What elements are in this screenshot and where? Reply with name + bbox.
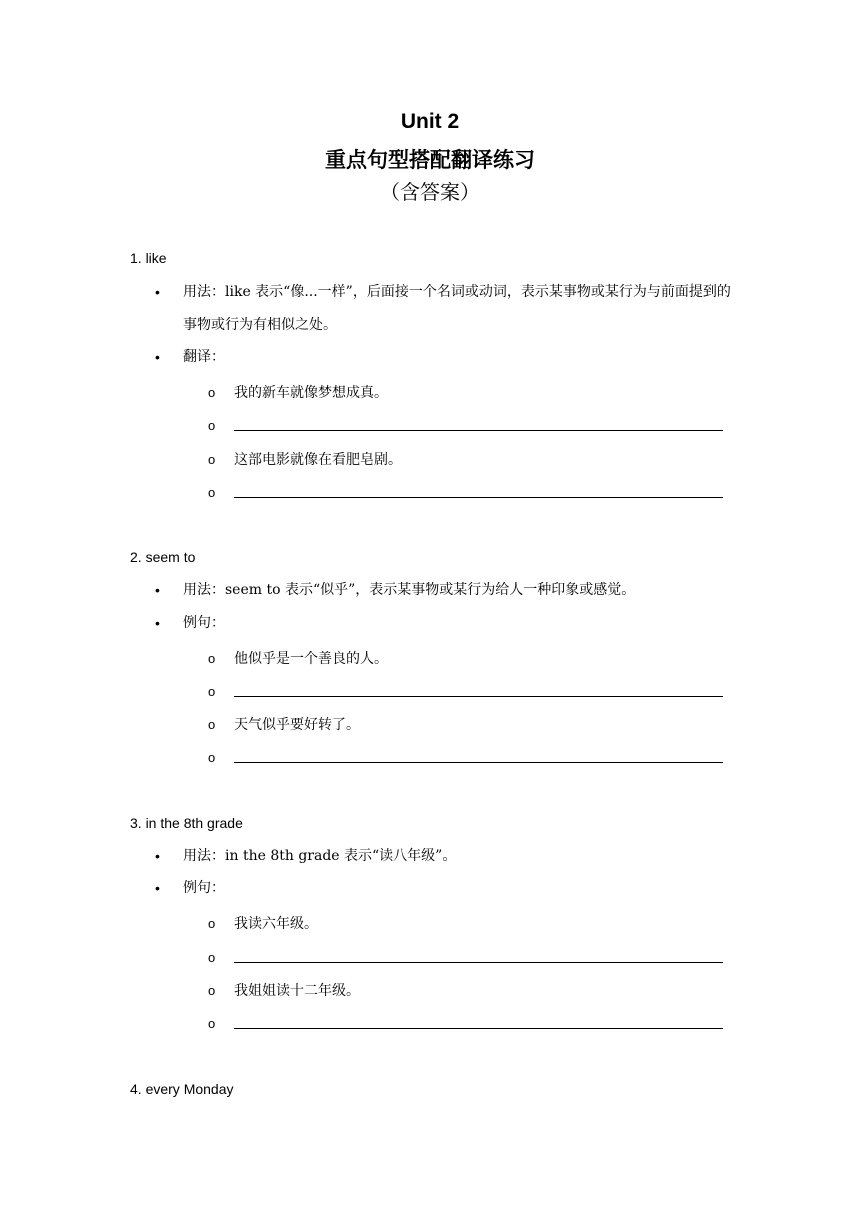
page-title: 重点句型搭配翻译练习 — [325, 148, 535, 172]
answer-blank-line[interactable] — [234, 682, 723, 697]
bullet-icon: • — [155, 880, 160, 896]
answer-blank-item — [208, 483, 728, 498]
circle-bullet-icon: o — [208, 916, 216, 931]
circle-bullet-icon: o — [208, 485, 216, 500]
sentence-text: 这部电影就像在看肥皂剧。 — [234, 452, 402, 468]
circle-bullet-icon: o — [208, 950, 216, 965]
circle-bullet-icon: o — [208, 452, 216, 467]
sentence-text: 我读六年级。 — [234, 916, 318, 932]
circle-bullet-icon: o — [208, 717, 216, 732]
answer-blank-line[interactable] — [234, 416, 723, 431]
sentence-item — [208, 383, 728, 403]
section-heading-2: 2. seem to — [130, 549, 196, 565]
example-label: 例句： — [183, 615, 225, 631]
label-bullet-1 — [155, 341, 735, 374]
bullet-icon: • — [155, 284, 160, 300]
usage-bullet-1 — [155, 276, 735, 342]
sentence-text: 我姐姐读十二年级。 — [234, 983, 360, 999]
circle-bullet-icon: o — [208, 684, 216, 699]
answer-blank-line[interactable] — [234, 748, 723, 763]
circle-bullet-icon: o — [208, 385, 216, 400]
answer-blank-line[interactable] — [234, 948, 723, 963]
sentence-item — [208, 715, 728, 735]
bullet-icon: • — [155, 349, 160, 365]
usage-bullet-3 — [155, 840, 735, 873]
sentence-item — [208, 914, 728, 934]
unit-title: Unit 2 — [400, 110, 460, 133]
usage-text: 用法：like 表示“像...一样”，后面接一个名词或动词，表示某事物或某行为与前面提到的事物或行为有相似之处。 — [183, 284, 731, 333]
label-bullet-3 — [155, 872, 735, 905]
usage-text: 用法：seem to 表示“似乎”，表示某事物或某行为给人一种印象或感觉。 — [183, 582, 636, 598]
circle-bullet-icon: o — [208, 983, 216, 998]
answer-blank-item — [208, 682, 728, 697]
answer-blank-item — [208, 1014, 728, 1029]
sentence-item — [208, 450, 728, 470]
circle-bullet-icon: o — [208, 651, 216, 666]
bullet-icon: • — [155, 848, 160, 864]
circle-bullet-icon: o — [208, 750, 216, 765]
bullet-icon: • — [155, 615, 160, 631]
section-heading-3: 3. in the 8th grade — [130, 815, 243, 831]
usage-bullet-2 — [155, 574, 735, 607]
example-label: 例句： — [183, 880, 225, 896]
answer-blank-line[interactable] — [234, 1014, 723, 1029]
circle-bullet-icon: o — [208, 1016, 216, 1031]
sentence-item — [208, 981, 728, 1001]
sentence-text: 他似乎是一个善良的人。 — [234, 651, 388, 667]
answer-blank-item — [208, 948, 728, 963]
translate-label: 翻译： — [183, 349, 225, 365]
sentence-text: 天气似乎要好转了。 — [234, 717, 360, 733]
bullet-icon: • — [155, 582, 160, 598]
section-heading-1: 1. like — [130, 250, 167, 266]
usage-text: 用法：in the 8th grade 表示“读八年级”。 — [183, 848, 457, 864]
answer-blank-item — [208, 748, 728, 763]
label-bullet-2 — [155, 607, 735, 640]
sentence-text: 我的新车就像梦想成真。 — [234, 385, 388, 401]
answer-blank-item — [208, 416, 728, 431]
circle-bullet-icon: o — [208, 418, 216, 433]
answer-blank-line[interactable] — [234, 483, 723, 498]
sentence-item — [208, 649, 728, 669]
page-subtitle: （含答案） — [380, 180, 480, 204]
section-heading-4: 4. every Monday — [130, 1081, 234, 1097]
